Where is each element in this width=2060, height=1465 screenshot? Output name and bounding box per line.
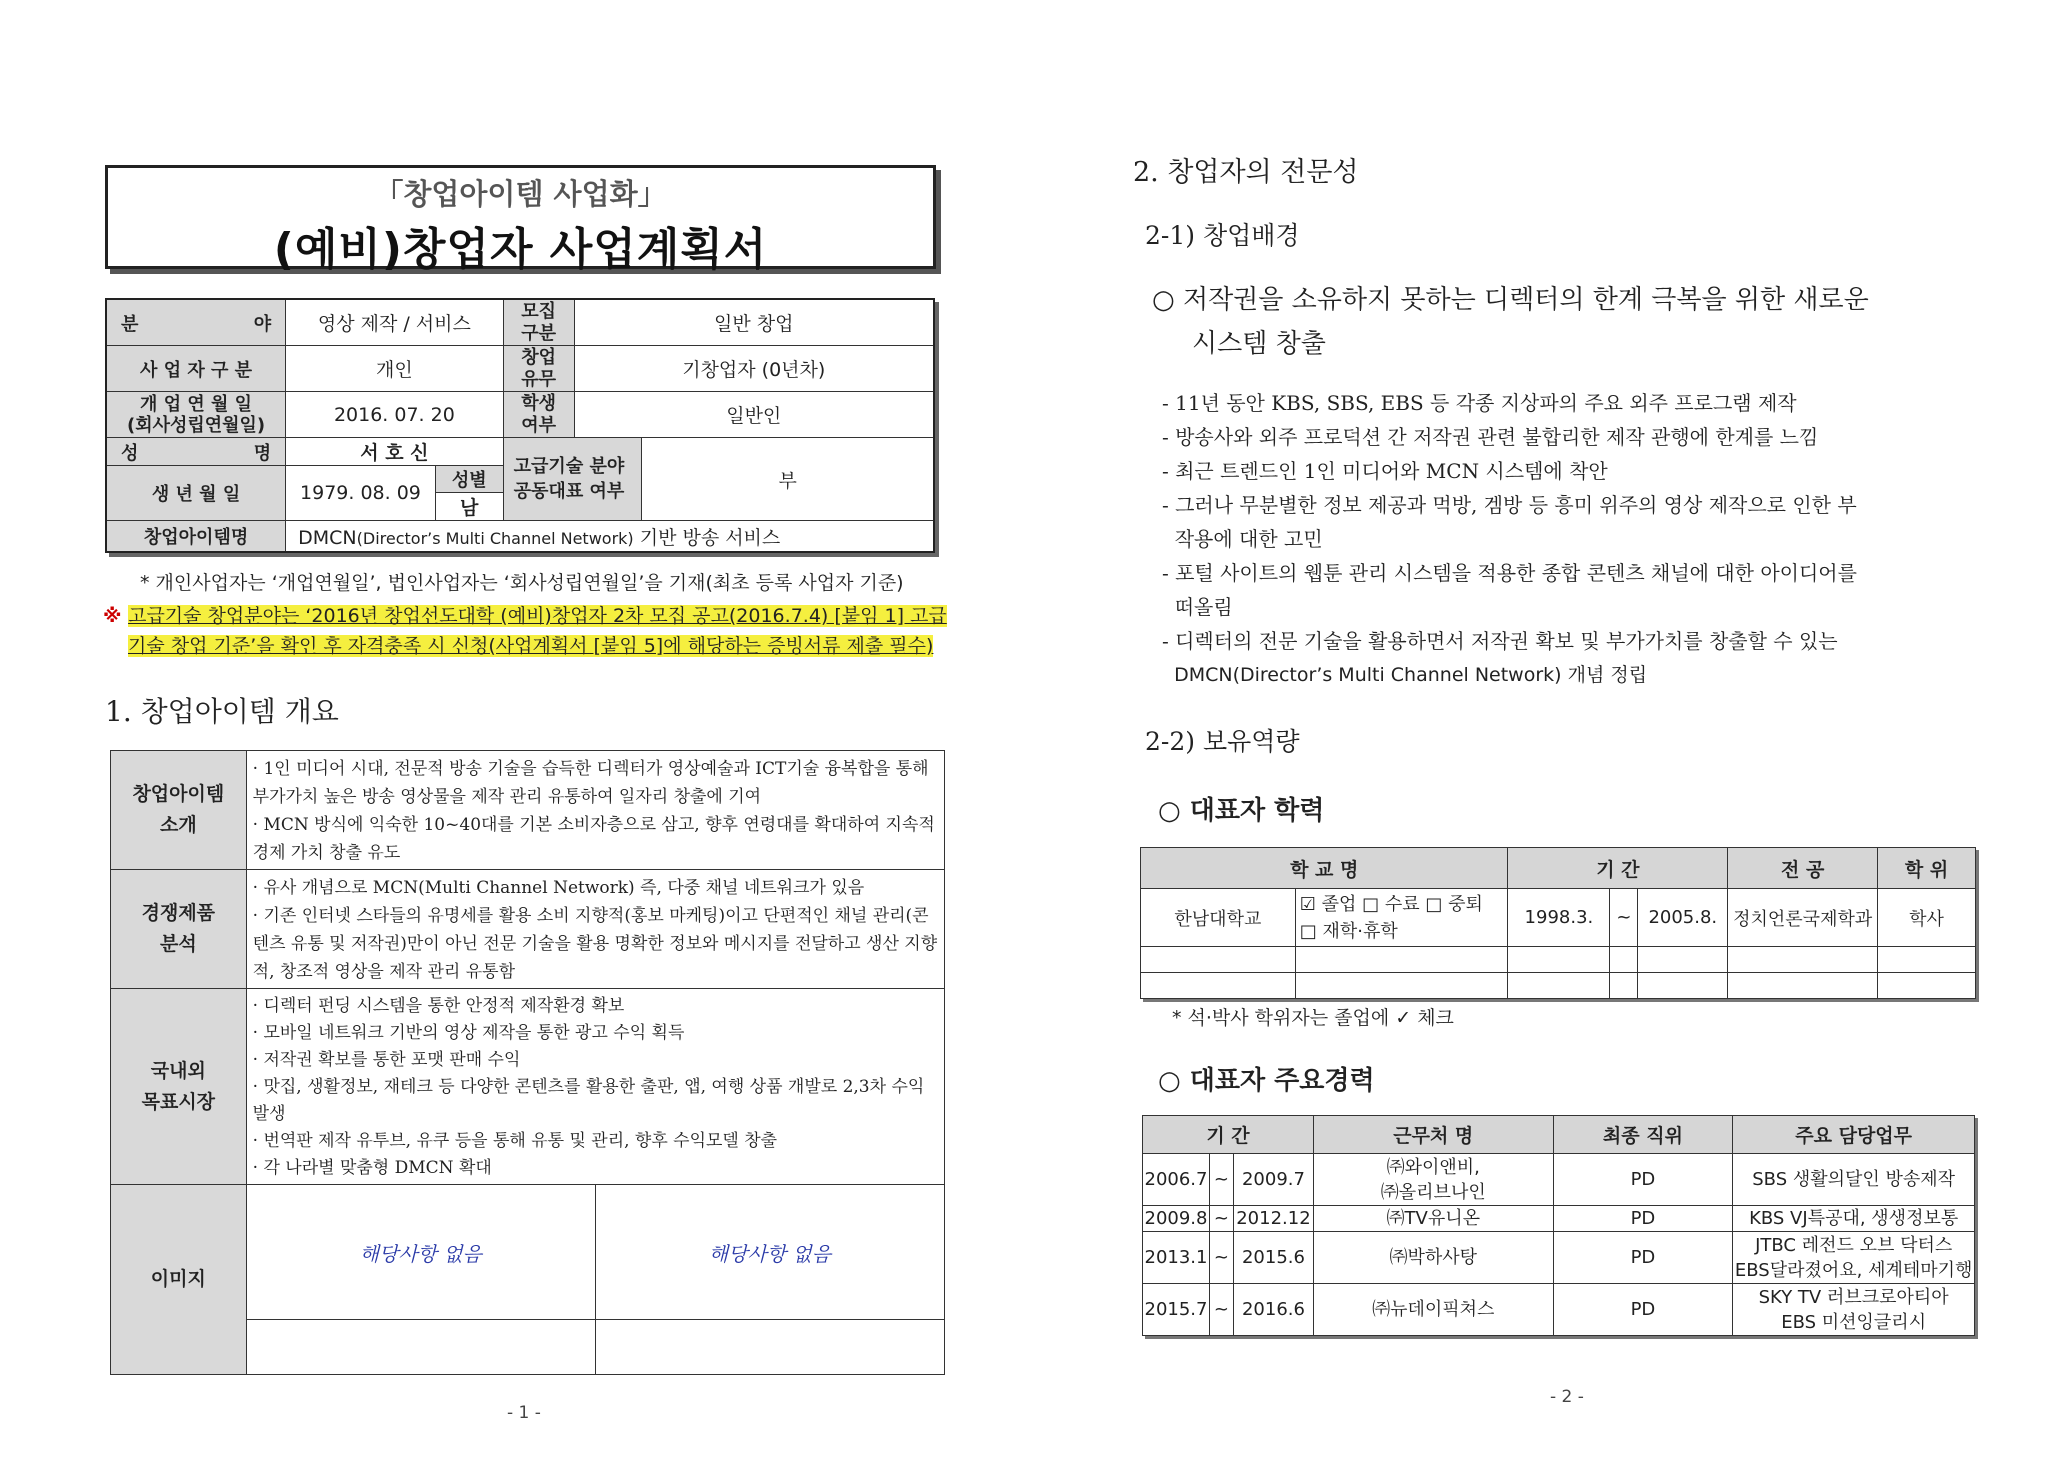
overview-text-competition [246,870,944,989]
overview-line: · 저작권 확보를 통한 포맷 판매 수익 [252,1050,521,1070]
career-company: ㈜박하사탕 [1313,1232,1553,1284]
field-label: 분 야 [106,299,286,346]
overview-label-intro: 창업아이템 소개 [111,751,247,870]
edu-header-major: 전 공 [1728,848,1878,889]
overview-label-image: 이미지 [111,1185,247,1375]
career-table [1142,1115,1975,1336]
edu-status-line2: □ 재학·휴학 [1299,920,1398,942]
startup-label: 창업 유무 [503,346,574,392]
item-name-c: 기반 방송 서비스 [633,526,781,549]
edu-empty-cell [1728,973,1878,999]
edu-end: 2005.8. [1638,889,1728,947]
edu-empty-cell [1508,947,1610,973]
note-hightech-line1: 고급기술 창업분야는 ‘2016년 창업선도대학 (예비)창업자 2차 모집 공고(2016.7.4) [붙임 1] 고급 [128,605,947,627]
edu-empty-cell [1295,973,1508,999]
edu-empty-cell [1141,947,1296,973]
career-end: 2012.12 [1233,1206,1313,1232]
recruit-value: 일반 창업 [574,299,934,346]
subsection-2-2-heading: 2-2) 보유역량 [1145,727,1300,756]
gender-label: 성별 [435,466,503,493]
edu-major: 정치언론국제학과 [1728,889,1878,947]
edu-degree: 학사 [1878,889,1976,947]
edu-empty-cell [1610,947,1638,973]
edu-empty-cell [1728,947,1878,973]
career-duty: KBS VJ특공대, 생생정보통 [1733,1206,1975,1232]
career-header-position: 최종 직위 [1553,1116,1733,1154]
career-heading: ○ 대표자 주요경력 [1158,1066,1375,1096]
page-number-1: - 1 - [507,1403,541,1423]
overview-label-competition: 경쟁제품 분석 [111,870,247,989]
career-tilde: ~ [1209,1232,1233,1284]
overview-line: · 각 나라별 맞춤형 DMCN 확대 [252,1158,492,1178]
hightech-label: 고급기술 분야 공동대표 여부 [503,438,642,521]
biztype-value: 개인 [286,346,504,392]
name-label: 성 명 [106,438,286,466]
recruit-label: 모집 구분 [503,299,574,346]
education-note: * 석·박사 학위자는 졸업에 ✓ 체크 [1172,1007,1454,1029]
image-caption-cell-1 [246,1320,595,1375]
edu-empty-cell [1610,973,1638,999]
edu-header-school: 학 교 명 [1141,848,1508,889]
edu-empty-cell [1141,973,1296,999]
edu-school: 한남대학교 [1141,889,1296,947]
name-value: 서 호 신 [286,438,504,466]
applicant-info-table [105,298,935,553]
startup-value: 기창업자 (0년차) [574,346,934,392]
career-tilde: ~ [1209,1284,1233,1336]
background-item: - 11년 동안 KBS, SBS, EBS 등 각종 지상파의 주요 외주 프로그램 제작 [1162,391,1797,415]
edu-status-line1: ☑ 졸업 □ 수료 □ 중퇴 [1299,893,1483,915]
career-start: 2013.1 [1143,1232,1210,1284]
career-tilde: ~ [1209,1206,1233,1232]
overview-line: · MCN 방식에 익숙한 10~40대를 기본 소비자층으로 삼고, 향후 연령대를 확대하여 지속적 경제 가치 창출 유도 [252,815,935,863]
background-headline-line2: 시스템 창출 [1192,329,1326,359]
career-company: ㈜TV유니온 [1313,1206,1553,1232]
birth-value: 1979. 08. 09 [286,466,436,521]
student-label: 학생 여부 [503,392,574,438]
overview-line: · 유사 개념으로 MCN(Multi Channel Network) 즉, 다중 채널 네트워크가 있음 [252,878,865,898]
section-1-heading: 1. 창업아이템 개요 [105,695,339,728]
edu-empty-cell [1878,947,1976,973]
career-header-company: 근무처 명 [1313,1116,1553,1154]
biztype-label: 사 업 자 구 분 [106,346,286,392]
note-mark: ※ [103,605,129,627]
open-date-label [106,392,286,438]
background-item: - 그러나 무분별한 정보 제공과 먹방, 겜방 등 흥미 위주의 영상 제작으로 인한 부 [1162,493,1857,517]
background-item: - 포털 사이트의 웹툰 관리 시스템을 적용한 종합 콘텐츠 채널에 대한 아이디어를 [1162,561,1857,585]
education-heading: ○ 대표자 학력 [1158,796,1325,826]
career-end: 2009.7 [1233,1154,1313,1206]
overview-line: · 맛집, 생활정보, 재테크 등 다양한 콘텐츠를 활용한 출판, 앱, 여행 상품 개발로 2,3차 수익 발생 [252,1077,925,1124]
edu-empty-cell [1638,947,1728,973]
career-position: PD [1553,1284,1733,1336]
career-position: PD [1553,1232,1733,1284]
education-table [1140,847,1976,999]
background-headline [1152,278,2012,366]
overview-text-intro [246,751,944,870]
edu-status [1295,889,1508,947]
career-end: 2015.6 [1233,1232,1313,1284]
overview-label-market: 국내외 목표시장 [111,989,247,1185]
background-item: 떠올림 [1162,595,1233,619]
overview-text-market [246,989,944,1185]
background-item: - 디렉터의 전문 기술을 활용하면서 저작권 확보 및 부가가치를 창출할 수 있는 [1162,629,1838,653]
background-item: DMCN(Director’s Multi Channel Network) 개념 정립 [1162,664,1648,686]
edu-empty-cell [1508,973,1610,999]
career-start: 2015.7 [1143,1284,1210,1336]
edu-empty-cell [1295,947,1508,973]
edu-empty-cell [1638,973,1728,999]
edu-header-period: 기 간 [1508,848,1728,889]
edu-start: 1998.3. [1508,889,1610,947]
note-hightech [103,601,963,661]
title-subtitle: 「창업아이템 사업화」 [374,177,667,211]
career-end: 2016.6 [1233,1284,1313,1336]
career-duty: SKY TV 러브크로아티아 EBS 미션잉글리시 [1733,1284,1975,1336]
career-duty: JTBC 레전드 오브 닥터스 EBS달라졌어요, 세계테마기행 [1733,1232,1975,1284]
edu-header-degree: 학 위 [1878,848,1976,889]
career-header-period: 기 간 [1143,1116,1314,1154]
note-open-date: * 개인사업자는 ‘개업연월일’, 법인사업자는 ‘회사성립연월일’을 기재(최초 등록 사업자 기준) [140,572,904,594]
page-2 [1030,0,2060,1465]
career-duty: SBS 생활의달인 방송제작 [1733,1154,1975,1206]
career-position: PD [1553,1206,1733,1232]
overview-line: · 1인 미디어 시대, 전문적 방송 기술을 습득한 디렉터가 영상예술과 ICT기술 융복합을 통해 부가가치 높은 방송 영상물을 제작 관리 유통하여 일자리 창출에 기여 [252,759,929,807]
background-list [1162,386,2022,692]
gender-value: 남 [435,493,503,521]
item-name-b: (Director’s Multi Channel Network) [356,528,634,548]
background-item: 작용에 대한 고민 [1162,527,1323,551]
background-item: - 최근 트렌드인 1인 미디어와 MCN 시스템에 착안 [1162,459,1608,483]
image-caption-cell-2 [595,1320,944,1375]
overview-line: · 디렉터 펀딩 시스템을 통한 안정적 제작환경 확보 [252,996,625,1016]
page-number-2: - 2 - [1550,1387,1584,1407]
note-hightech-line2: 기술 창업 기준’을 확인 후 자격충족 시 신청(사업계획서 [붙임 5]에 해당하는 증빙서류 제출 필수) [128,635,934,657]
background-headline-line1: ○ 저작권을 소유하지 못하는 디렉터의 한계 극복을 위한 새로운 [1152,285,1869,315]
item-name-a: DMCN [298,526,357,549]
career-company: ㈜와이앤비, ㈜올리브나인 [1313,1154,1553,1206]
item-overview-table [110,750,945,1375]
edu-tilde: ~ [1610,889,1638,947]
item-name-label: 창업아이템명 [106,521,286,553]
open-date-label-line1: 개 업 연 월 일 [140,393,253,415]
title-main: (예비)창업자 사업계획서 [273,224,768,275]
subsection-2-1-heading: 2-1) 창업배경 [1145,221,1300,250]
field-value: 영상 제작 / 서비스 [286,299,504,346]
item-name-value [286,521,934,553]
document-title-box [105,165,936,275]
image-cell-2: 해당사항 없음 [595,1185,944,1320]
section-2-heading: 2. 창업자의 전문성 [1133,157,1359,188]
open-date-label-line2: (회사성립연월일) [126,414,266,436]
career-company: ㈜뉴데이픽쳐스 [1313,1284,1553,1336]
open-date-value: 2016. 07. 20 [286,392,504,438]
overview-line: · 모바일 네트워크 기반의 영상 제작을 통한 광고 수익 획득 [252,1023,685,1043]
edu-empty-cell [1878,973,1976,999]
career-start: 2009.8 [1143,1206,1210,1232]
career-position: PD [1553,1154,1733,1206]
image-cell-1: 해당사항 없음 [246,1185,595,1320]
career-tilde: ~ [1209,1154,1233,1206]
overview-line: · 번역판 제작 유투브, 유쿠 등을 통해 유통 및 관리, 향후 수익모델 창출 [252,1131,778,1151]
career-start: 2006.7 [1143,1154,1210,1206]
overview-line: · 기존 인터넷 스타들의 유명세를 활용 소비 지향적(홍보 마케팅)이고 단편적인 채널 관리(콘텐츠 유통 및 저작권)만이 아닌 전문 기술을 활용 명확한 정보와 메시지를 전달하고 생산 지향적, 창조적 영상을 제작 관리 유통함 [252,906,938,982]
background-item: - 방송사와 외주 프로덕션 간 저작권 관련 불합리한 제작 관행에 한계를 느낌 [1162,425,1819,449]
birth-label: 생 년 월 일 [106,466,286,521]
hightech-value: 부 [642,438,934,521]
career-header-duty: 주요 담당업무 [1733,1116,1975,1154]
student-value: 일반인 [574,392,934,438]
